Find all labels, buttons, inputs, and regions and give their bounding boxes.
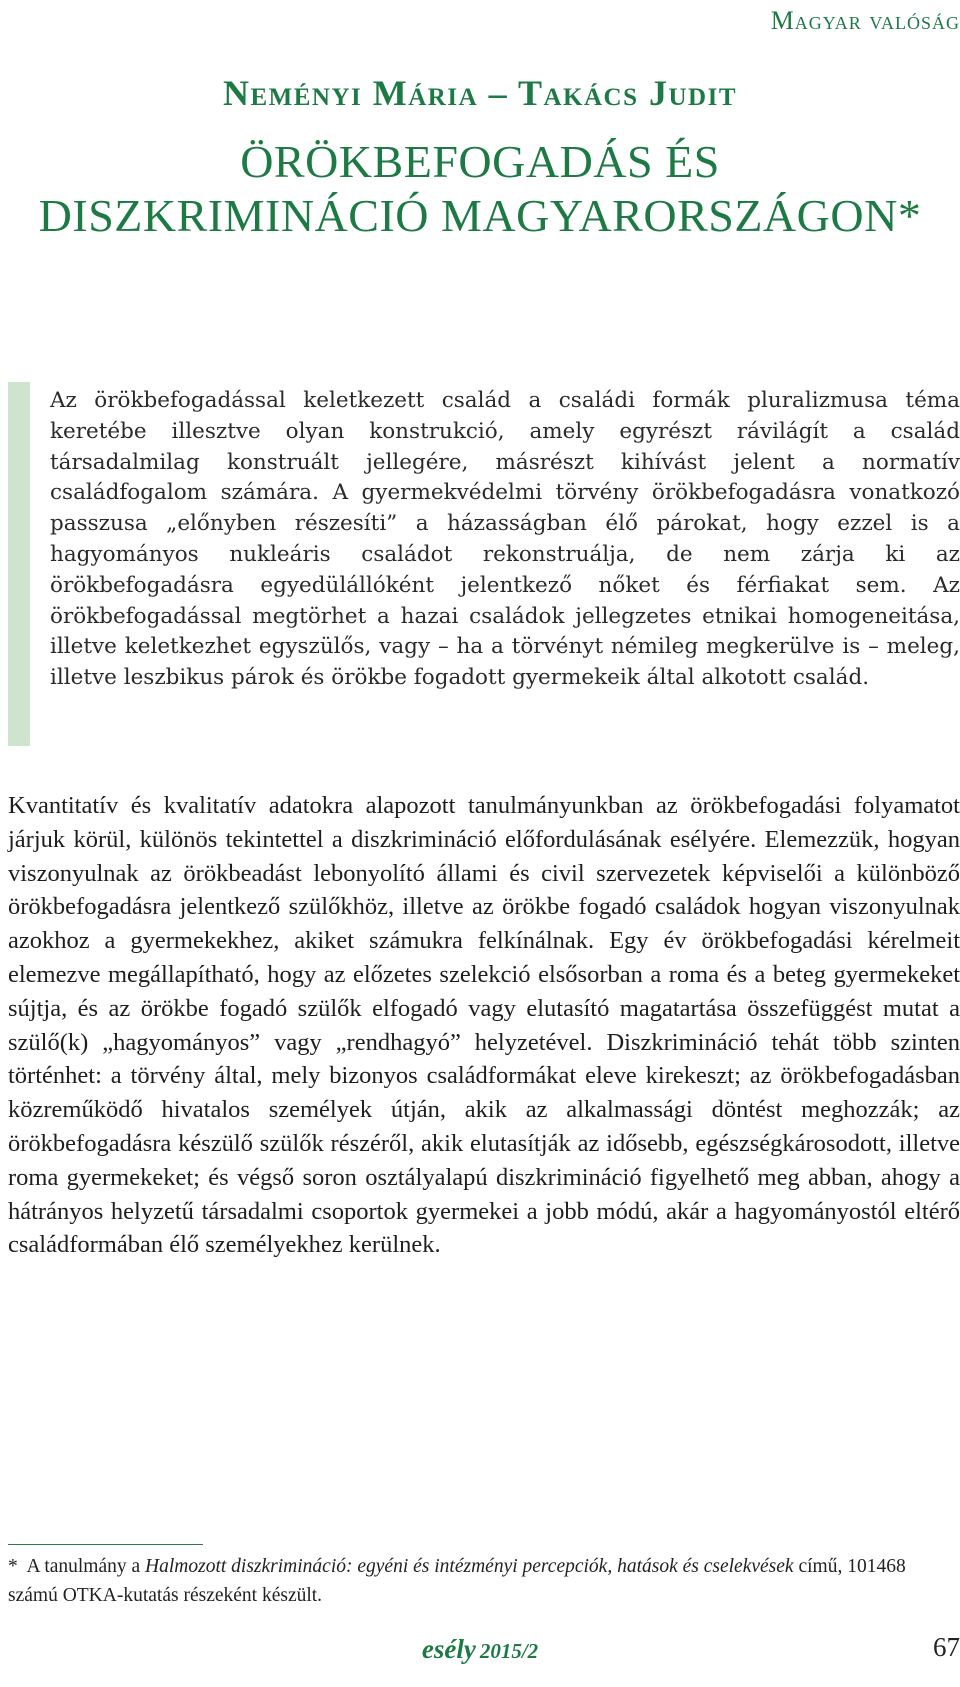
footnote-project-title: Halmozott diszkrimináció: egyéni és intézményi percepciók, hatások és cselekvések bbox=[145, 1556, 794, 1577]
page-number: 67 bbox=[933, 1632, 960, 1662]
journal-name bbox=[0, 1634, 960, 1665]
title-line-1: ÖRÖKBEFOGADÁS ÉS bbox=[240, 136, 720, 187]
journal-title: esély bbox=[421, 1634, 476, 1664]
section-label: Magyar valóság bbox=[770, 6, 960, 35]
footnote-marker: * bbox=[8, 1556, 18, 1577]
abstract-accent-bar bbox=[8, 382, 30, 746]
article-authors: Neményi Mária – Takács Judit bbox=[222, 73, 738, 113]
body-paragraph: Kvantitatív és kvalitatív adatokra alapozott tanulmányunkban az örökbefogadási folyamatot járjuk körül, különös tekintettel a diszkrimináció előfordulásának esélyére. Elemezzük, hogyan viszonyulnak az örökbeadást lebonyolító állami és civil szervezetek képviselői a különböző örökbefogadásra jelentkező szülőkhöz, illetve az örökbe fogadó családok hogyan viszonyulnak azokhoz a gyermekekhez, akiket számukra felkínálnak. Egy év örökbefogadási kérelmeit elemezve megállapítható, hogy az előzetes szelekció elsősorban a roma és a beteg gyermekeket sújtja, és az örökbe fogadó szülők elfogadó vagy elutasító magatartása összefüggést mutat a szülő(k) „hagyományos” vagy „rendhagyó” helyzetével. Diszkrimináció tehát több szinten történhet: a törvény által, mely bizonyos családformákat eleve kirekeszt; az örökbefogadásban közreműködő hivatalos személyek útján, akik az alkalmassági döntést meghozzák; az örökbefogadásra készülő szülők részéről, akik elutasítják az idősebb, egészségkárosodott, illetve roma gyermekeket; és végső soron osztályalapú diszkrimináció figyelhető meg abban, ahogy a hátrányos helyzetű társadalmi csoportok gyermekei a jobb módú, akár a hagyományostól eltérő családformában élő személyekhez kerülnek. bbox=[8, 792, 960, 1259]
abstract-text: Az örökbefogadással keletkezett család a családi formák pluralizmusa téma keretébe illesztve olyan konstrukció, amely egyrészt rávilágít a család társadalmilag konstruált jellegére, másrészt kihívást jelent a normatív családfogalom számára. A gyermekvédelmi törvény örökbefogadásra vonatkozó passzusa „előnyben részesíti” a házasságban élő párokat, hogy ezzel is a hagyományos nukleáris családot rekonstruálja, de nem zárja ki az örökbefogadásra egyedülállóként jelentkező nőket és férfiakat sem. Az örökbefogadással megtörhet a hazai családok jellegzetes etnikai homogeneitása, illetve keletkezhet egyszülős, vagy – ha a törvényt némileg megkerülve is – meleg, illetve leszbikus párok és örökbe fogadott gyermekeik által alkotott család. bbox=[50, 388, 960, 691]
journal-issue: 2015/2 bbox=[479, 1639, 539, 1663]
footnote bbox=[8, 1552, 960, 1610]
article-title bbox=[0, 135, 960, 243]
footnote-separator bbox=[8, 1544, 203, 1545]
title-line-2: DISZKRIMINÁCIÓ MAGYARORSZÁGON* bbox=[38, 190, 922, 241]
footnote-suffix: című, 101468 számú OTKA-kutatás részeként készült. bbox=[8, 1556, 906, 1606]
footnote-prefix: A tanulmány a bbox=[26, 1556, 146, 1577]
